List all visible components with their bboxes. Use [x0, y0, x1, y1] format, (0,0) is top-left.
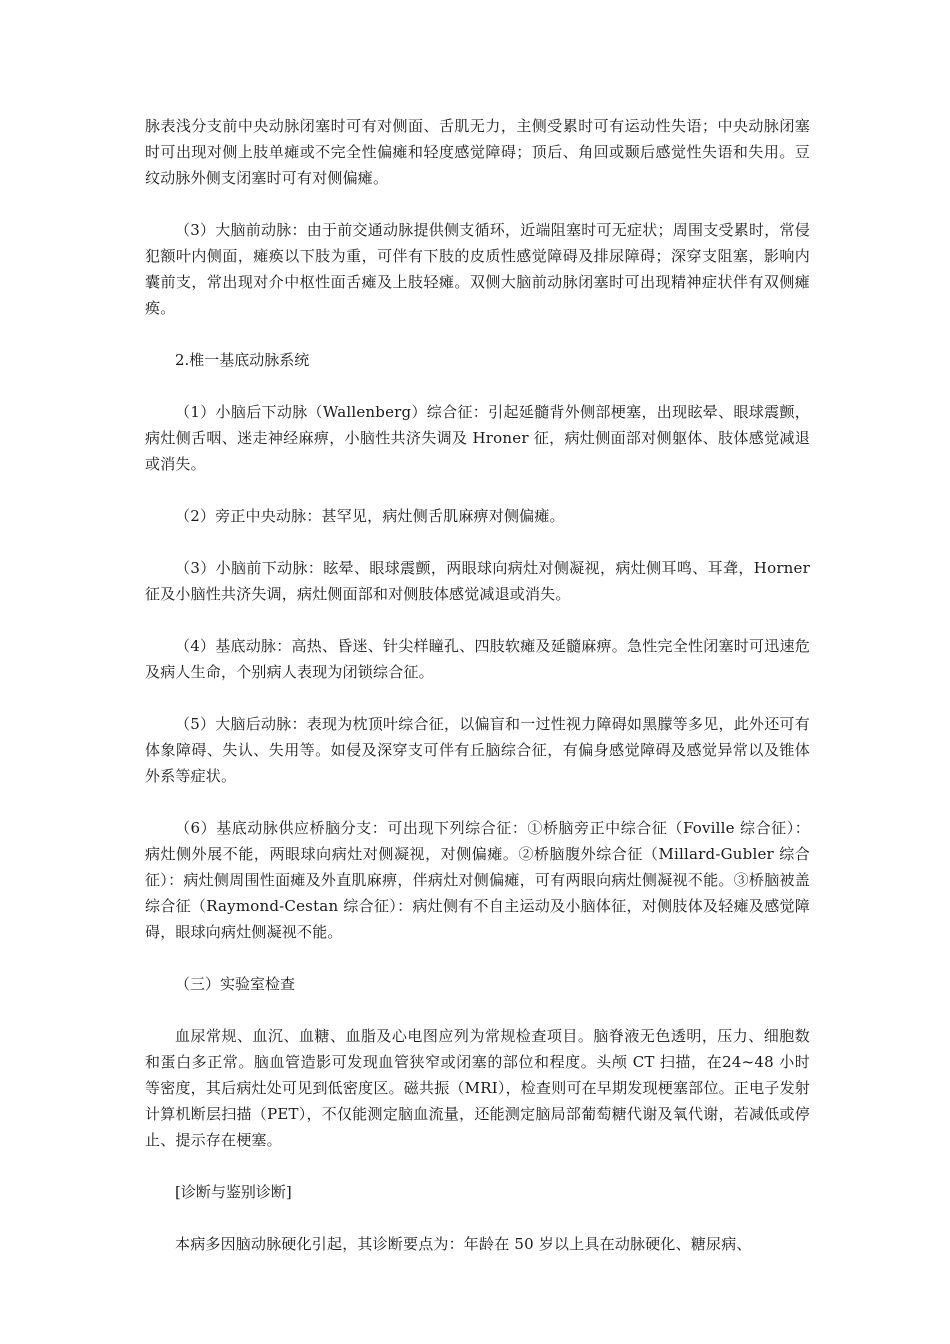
paragraph-diagnosis: 本病多因脑动脉硬化引起，其诊断要点为：年龄在 50 岁以上具在动脉硬化、糖尿病、 [175, 1235, 752, 1253]
section-heading-diagnosis: [诊断与鉴别诊断] [175, 1183, 292, 1201]
paragraph-pontine-branches: （6）基底动脉供应桥脑分支：可出现下列综合征：①桥脑旁正中综合征（Foville 综合征）：病灶侧外展不能，两眼球向病灶对侧凝视，对侧偏瘫。②桥脑腹外综合征（Millard-Gubler 综合征）：病灶侧周围性面瘫及外直肌麻痹，伴病灶对侧偏瘫，可有两眼向病灶侧凝视不能。③桥脑被盖综合征（Raymond-Cestan 综合征）：病灶侧有不自主运动及小脑体征，对侧肢体及轻瘫及感觉障碍，眼球向病灶侧凝视不能。 [145, 819, 810, 941]
paragraph-posterior-cerebral-artery: （5）大脑后动脉：表现为枕顶叶综合征，以偏盲和一过性视力障碍如黑朦等多见，此外还可有体象障碍、失认、失用等。如侵及深穿支可伴有丘脑综合征，有偏身感觉障碍及感觉异常以及锥体外系等症状。 [145, 715, 810, 785]
paragraph-paramedian-artery: （2）旁正中央动脉：甚罕见，病灶侧舌肌麻痹对侧偏瘫。 [175, 507, 565, 525]
paragraph-pica-wallenberg: （1）小脑后下动脉（Wallenberg）综合征：引起延髓背外侧部梗塞，出现眩晕、眼球震颤，病灶侧舌咽、迷走神经麻痹，小脑性共济失调及 Hroner 征，病灶侧面部对侧躯体、肢体感觉减退或消失。 [145, 403, 810, 473]
paragraph-basilar-artery: （4）基底动脉：高热、昏迷、针尖样瞳孔、四肢软瘫及延髓麻痹。急性完全性闭塞时可迅速危及病人生命，个别病人表现为闭锁综合征。 [145, 637, 810, 681]
section-heading-vertebrobasilar: 2.椎一基底动脉系统 [175, 351, 310, 369]
section-heading-lab-tests: （三）实验室检查 [175, 975, 296, 993]
paragraph-lab-tests: 血尿常规、血沉、血糖、血脂及心电图应列为常规检查项目。脑脊液无色透明，压力、细胞数和蛋白多正常。脑血管造影可发现血管狭窄或闭塞的部位和程度。头颅 CT 扫描，在24~48 小时等密度，其后病灶处可见到低密度区。磁共振（MRI），检查则可在早期发现梗塞部位。正电子发射计算机断层扫描（PET），不仅能测定脑血流量，还能测定脑局部葡萄糖代谢及氧代谢，若减低或停止、提示存在梗塞。 [145, 1027, 810, 1149]
paragraph-mca-continuation: 脉表浅分支前中央动脉闭塞时可有对侧面、舌肌无力，主侧受累时可有运动性失语；中央动脉闭塞时可出现对侧上肢单瘫或不完全性偏瘫和轻度感觉障碍；顶后、角回或颞后感觉性失语和失用。豆纹动脉外侧支闭塞时可有对侧偏瘫。 [145, 117, 810, 187]
paragraph-aica: （3）小脑前下动脉：眩晕、眼球震颤，两眼球向病灶对侧凝视，病灶侧耳鸣、耳聋，Horner 征及小脑性共济失调，病灶侧面部和对侧肢体感觉减退或消失。 [145, 559, 810, 603]
paragraph-anterior-cerebral-artery: （3）大脑前动脉：由于前交通动脉提供侧支循环，近端阻塞时可无症状；周围支受累时，常侵犯额叶内侧面，瘫痪以下肢为重，可伴有下肢的皮质性感觉障碍及排尿障碍；深穿支阻塞，影响内囊前支，常出现对介中枢性面舌瘫及上肢轻瘫。双侧大脑前动脉闭塞时可出现精神症状伴有双侧瘫痪。 [145, 221, 810, 317]
document-page [145, 113, 810, 1283]
